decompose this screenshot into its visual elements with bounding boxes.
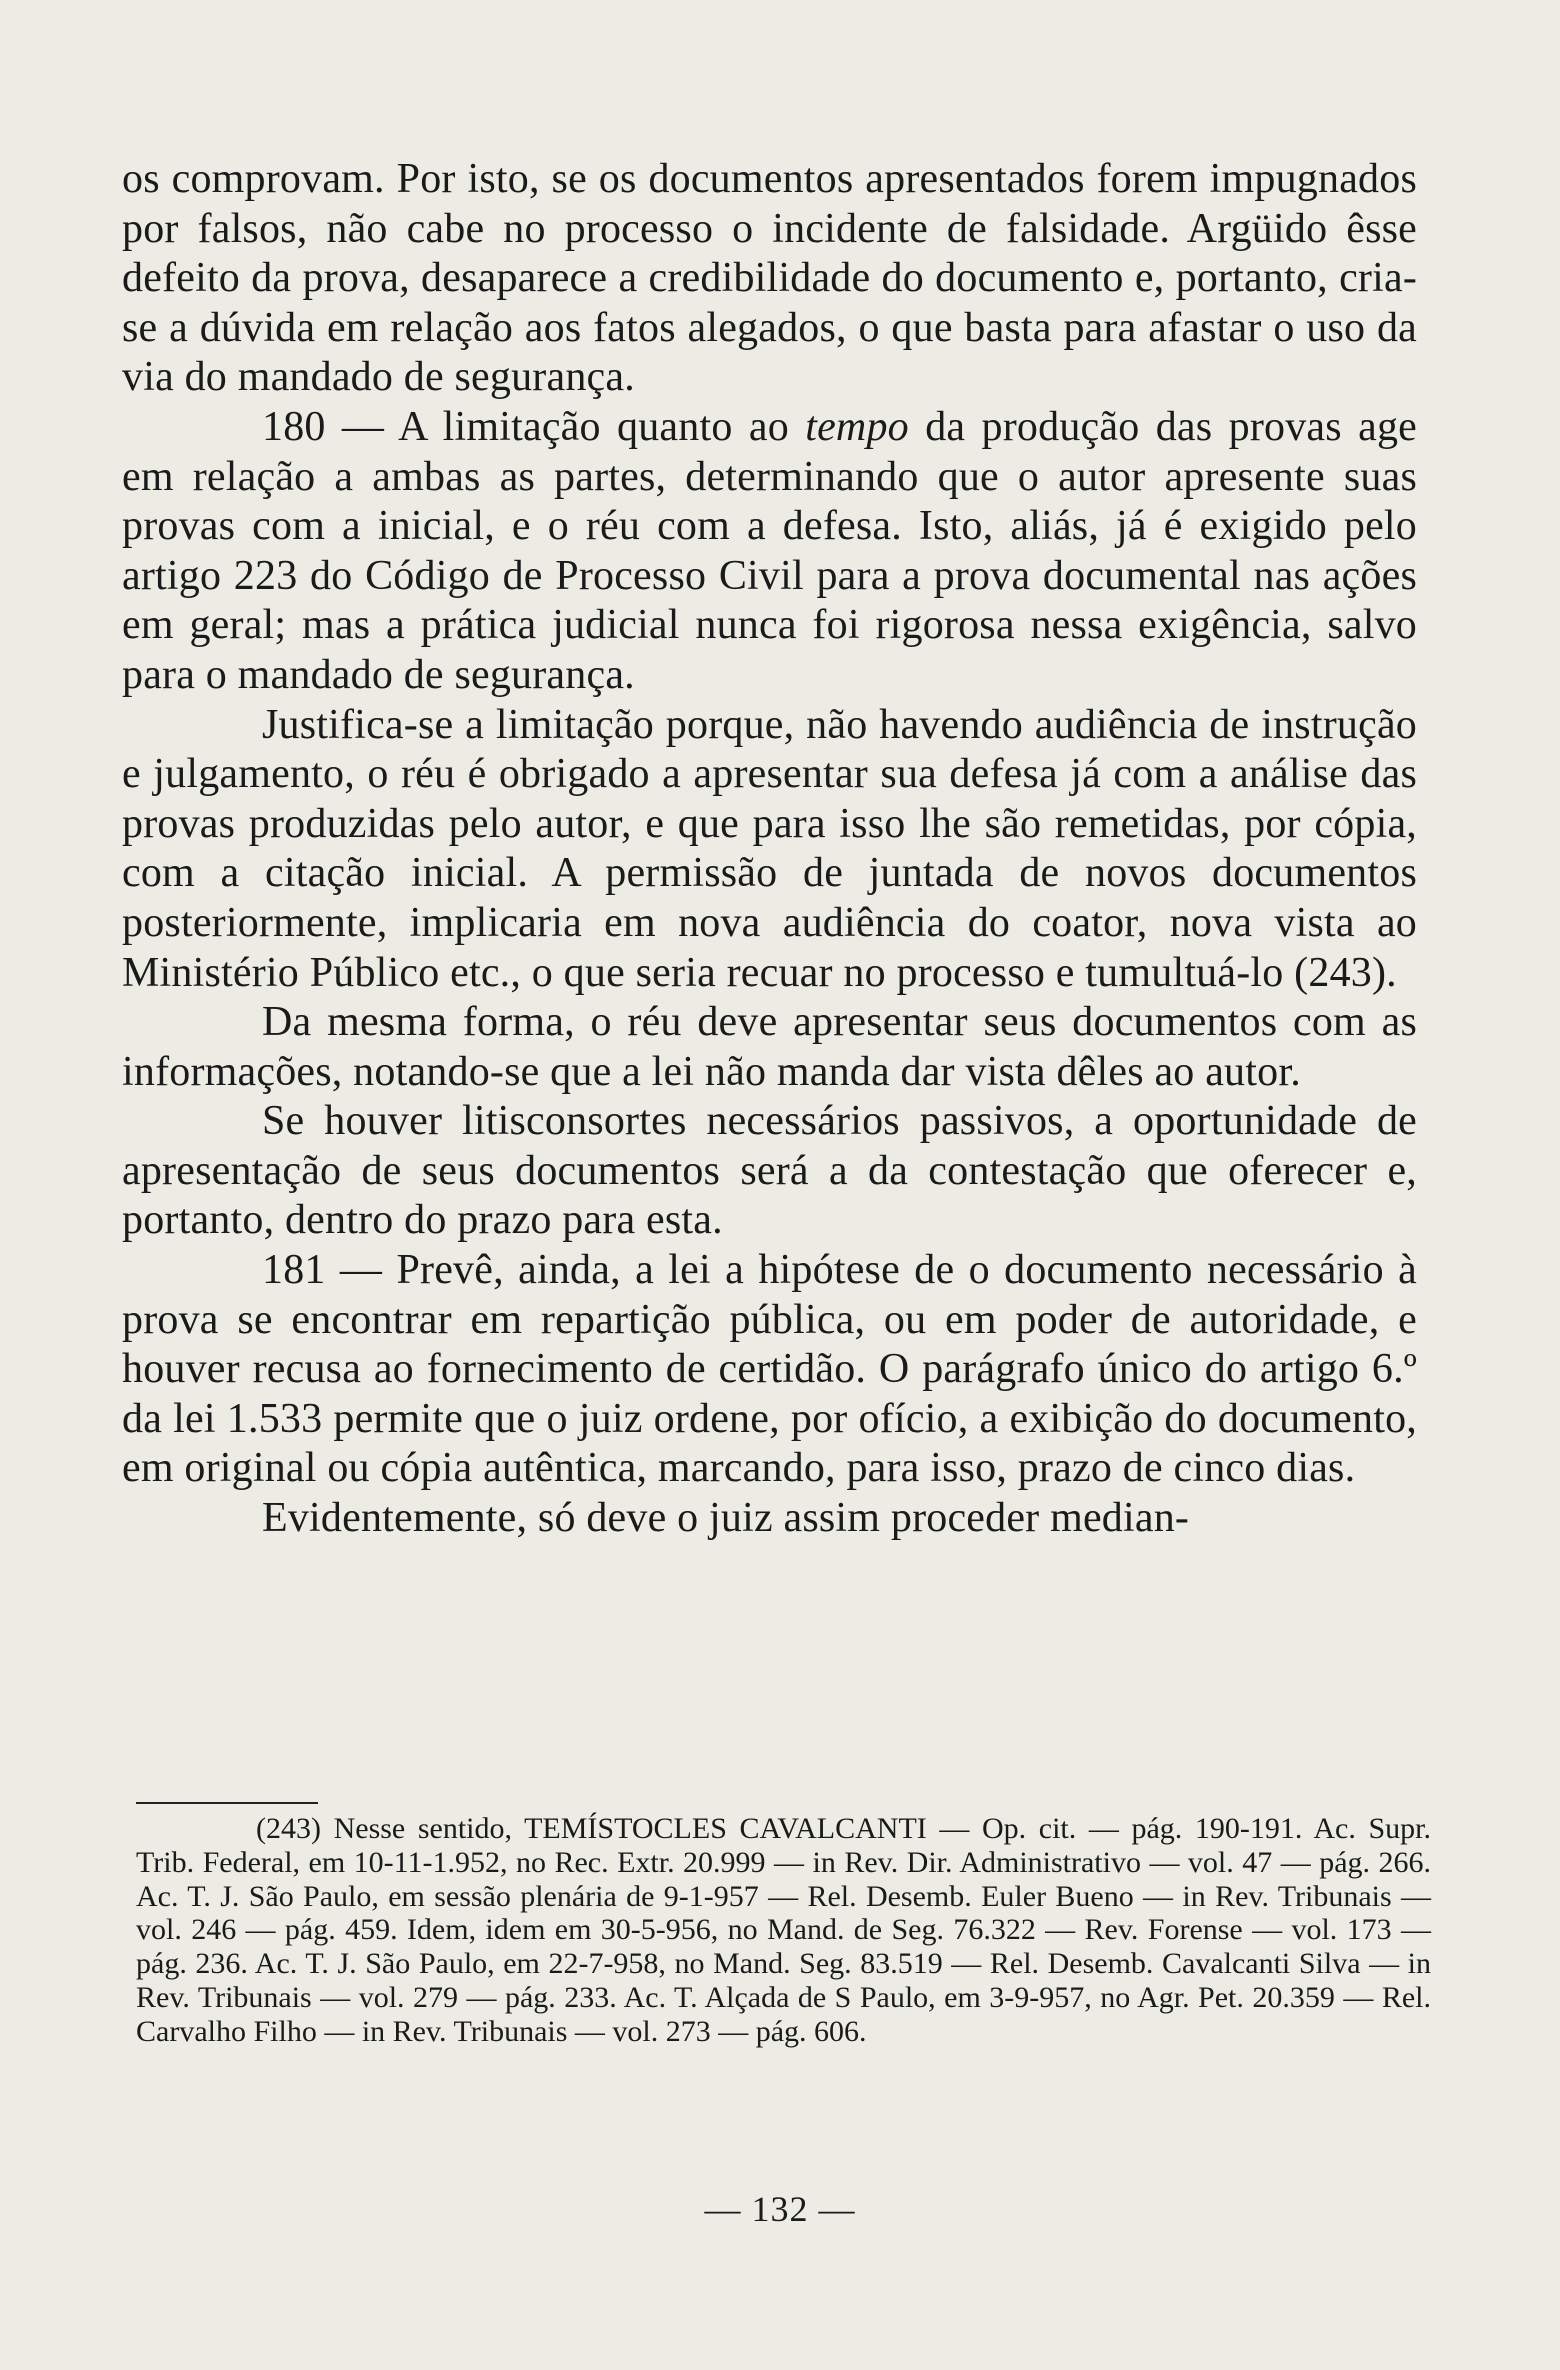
paragraph-evidentemente: Evidentemente, só deve o juiz assim proceder median- — [262, 1495, 1190, 1542]
footnote-separator — [136, 1802, 318, 1804]
paragraph-180 — [122, 403, 1417, 701]
page-number: — 132 — — [704, 2189, 856, 2229]
paragraph-da-mesma-forma: Da mesma forma, o réu deve apresentar seus documentos com as informações, notando-se que a lei não manda dar vista dêles ao autor. — [122, 999, 1417, 1095]
paragraph-180-lead: — A limitação quanto ao — [325, 403, 806, 450]
paragraph-litisconsortes: Se houver litisconsortes necessários passivos, a oportunidade de apresentação de seus documentos será a da contestação que oferecer e, portanto, dentro do prazo para esta. — [122, 1098, 1417, 1244]
footnote-243 — [136, 1812, 1431, 2049]
emphasis-tempo: tempo — [805, 403, 909, 450]
paragraph-181: 181 — Prevê, ainda, a lei a hipótese de o documento necessário à prova se encontrar em repartição pública, ou em poder de autoridade, e houver recusa ao fornecimento de certidão. O parágrafo único do artigo 6.º da lei 1.533 permite que o juiz ordene, por ofício, a exibição do documento, em original ou cópia autêntica, marcando, para isso, prazo de cinco dias. — [122, 1247, 1417, 1492]
paragraph-180-rest: da produção das provas age em relação a ambas as partes, determinando que o autor apresente suas provas com a inicial, e o réu com a defesa. Isto, aliás, já é exigido pelo artigo 223 do Código de Processo Civil para a prova documental nas ações em geral; mas a prática judicial nunca foi rigorosa nessa exigência, salvo para o mandado de segurança. — [122, 403, 1417, 698]
paragraph-justifica: Justifica-se a limitação porque, não havendo audiência de instrução e julgamento, o réu é obrigado a apresentar sua defesa já com a análise das provas produzidas pelo autor, e que para isso lhe são remetidas, por cópia, com a citação inicial. A permissão de juntada de novos documentos posteriormente, implicaria em nova audiência do coator, nova vista ao Ministério Público etc., o que seria recuar no processo e tumultuá-lo (243). — [122, 701, 1417, 996]
section-number-180: 180 — [262, 403, 326, 450]
paragraph-continuation: os comprovam. Por isto, se os documentos apresentados forem impugnados por falsos, não cabe no processo o incidente de falsidade. Argüido êsse defeito da prova, desaparece a credibilidade do documento e, portanto, cria-se a dúvida em relação aos fatos alegados, o que basta para afastar o uso da via do mandado de segurança. — [122, 156, 1417, 401]
footnote-text: (243) Nesse sentido, TEMÍSTOCLES CAVALCANTI — Op. cit. — pág. 190-191. Ac. Supr. Trib. Federal, em 10-11-1.952, no Rec. Extr. 20.999 — in Rev. Dir. Administrativo — vol. 47 — pág. 266. Ac. T. J. São Paulo, em sessão plenária de 9-1-957 — Rel. Desemb. Euler Bueno — in Rev. Tribunais — vol. 246 — pág. 459. Idem, idem em 30-5-956, no Mand. de Seg. 76.322 — Rev. Forense — vol. 173 — pág. 236. Ac. T. J. São Paulo, em 22-7-958, no Mand. Seg. 83.519 — Rel. Desemb. Cavalcanti Silva — in Rev. Tribunais — vol. 279 — pág. 233. Ac. T. Alçada de S Paulo, em 3-9-957, no Agr. Pet. 20.359 — Rel. Carvalho Filho — in Rev. Tribunais — vol. 273 — pág. 606. — [136, 1812, 1431, 2048]
main-text — [122, 155, 1417, 1544]
